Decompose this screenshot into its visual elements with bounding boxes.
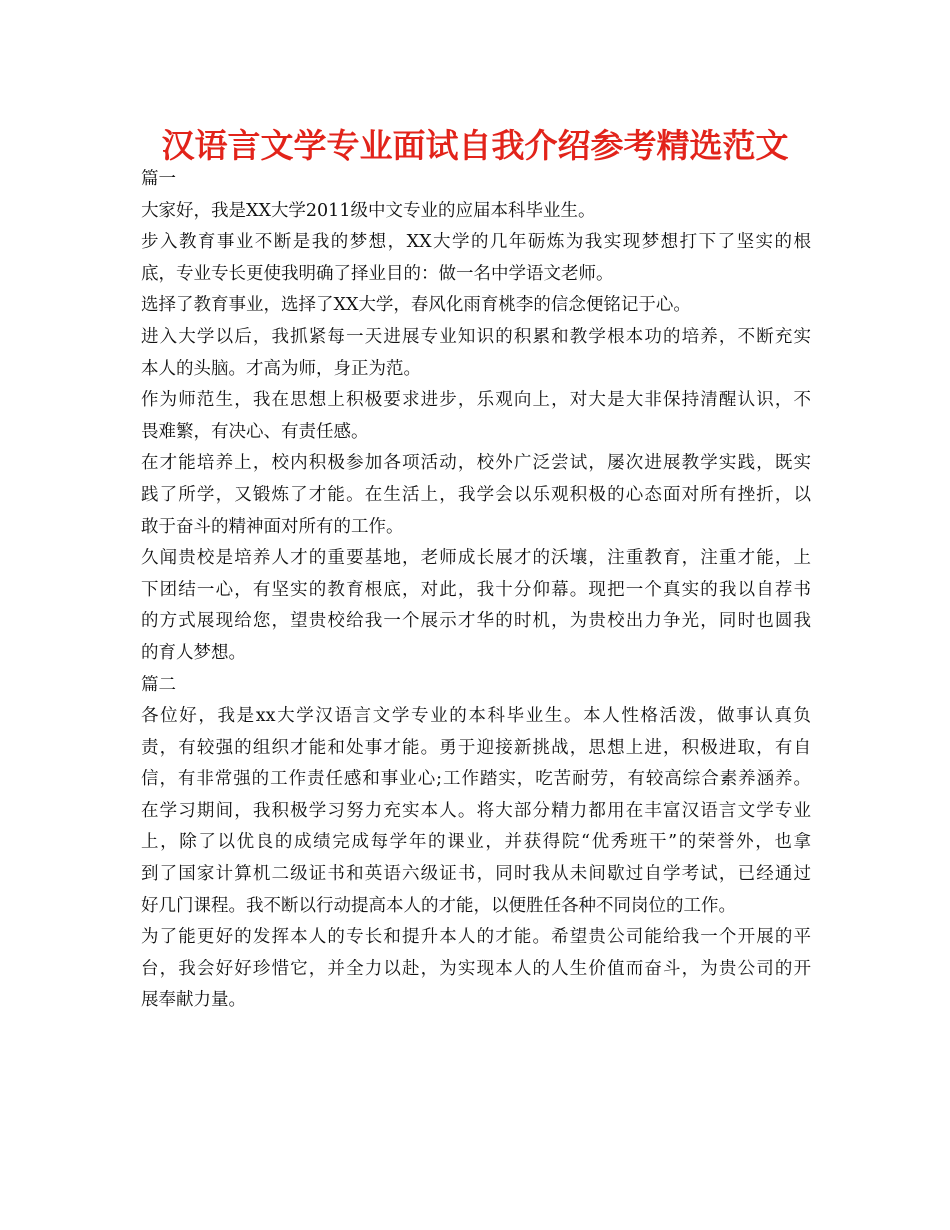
document-title: 汉语言文学专业面试自我介绍参考精选范文 — [161, 126, 789, 165]
paragraph-line: 篇二 — [141, 674, 176, 695]
paragraph-line: 各位好，我是xx大学汉语言文学专业的本科毕业生。本人性格活泼，做事认真负 — [141, 706, 811, 727]
paragraph-line: 畏难繁，有决心、有责任感。 — [141, 421, 369, 442]
paragraph-line: 在才能培养上，校内积极参加各项活动，校外广泛尝试，屡次进展教学实践，既实 — [141, 453, 811, 474]
paragraph-line: 在学习期间，我积极学习努力充实本人。将大部分精力都用在丰富汉语言文学专业 — [141, 800, 811, 821]
paragraph-line: 本人的头脑。才高为师，身正为范。 — [141, 358, 421, 379]
paragraph-line: 的方式展现给您，望贵校给我一个展示才华的时机，为贵校出力争光，同时也圆我 — [141, 611, 811, 632]
paragraph-line: 好几门课程。我不断以行动提高本人的才能，以便胜任各种不同岗位的工作。 — [141, 895, 736, 916]
paragraph-line: 的育人梦想。 — [141, 642, 246, 663]
document-body — [141, 164, 811, 1017]
paragraph-line: 久闻贵校是培养人才的重要基地，老师成长展才的沃壤，注重教育，注重才能，上 — [141, 548, 811, 569]
paragraph-line: 敢于奋斗的精神面对所有的工作。 — [141, 516, 404, 537]
paragraph-line: 到了国家计算机二级证书和英语六级证书，同时我从未间歇过自学考试，已经通过 — [141, 864, 811, 885]
paragraph-line: 台，我会好好珍惜它，并全力以赴，为实现本人的人生价值而奋斗，为贵公司的开 — [141, 958, 811, 979]
paragraph-line: 篇一 — [141, 169, 176, 189]
paragraph-line: 作为师范生，我在思想上积极要求进步，乐观向上，对大是大非保持清醒认识，不 — [141, 390, 811, 411]
paragraph-line: 责，有较强的组织才能和处事才能。勇于迎接新挑战，思想上进，积极进取，有自 — [141, 737, 811, 758]
paragraph-line: 进入大学以后，我抓紧每一天进展专业知识的积累和教学根本功的培养，不断充实 — [141, 326, 811, 347]
paragraph-line: 选择了教育事业，选择了XX大学，春风化雨育桃李的信念便铭记于心。 — [141, 295, 691, 316]
paragraph-line: 践了所学，又锻炼了才能。在生活上，我学会以乐观积极的心态面对所有挫折，以 — [141, 484, 811, 505]
paragraph-line: 底，专业专长更使我明确了择业目的：做一名中学语文老师。 — [141, 263, 614, 284]
paragraph-line: 大家好，我是XX大学2011级中文专业的应届本科毕业生。 — [141, 200, 596, 221]
paragraph-line: 上，除了以优良的成绩完成每学年的课业，并获得院“优秀班干”的荣誉外，也拿 — [141, 832, 811, 853]
paragraph-line: 信，有非常强的工作责任感和事业心;工作踏实，吃苦耐劳，有较高综合素养涵养。 — [141, 769, 811, 790]
paragraph-line: 展奉献力量。 — [141, 990, 246, 1011]
paragraph-line: 为了能更好的发挥本人的专长和提升本人的才能。希望贵公司能给我一个开展的平 — [141, 927, 811, 948]
paragraph-line: 步入教育事业不断是我的梦想，XX大学的几年砺炼为我实现梦想打下了坚实的根 — [141, 232, 811, 253]
paragraph-line: 下团结一心，有坚实的教育根底，对此，我十分仰幕。现把一个真实的我以自荐书 — [141, 579, 811, 600]
